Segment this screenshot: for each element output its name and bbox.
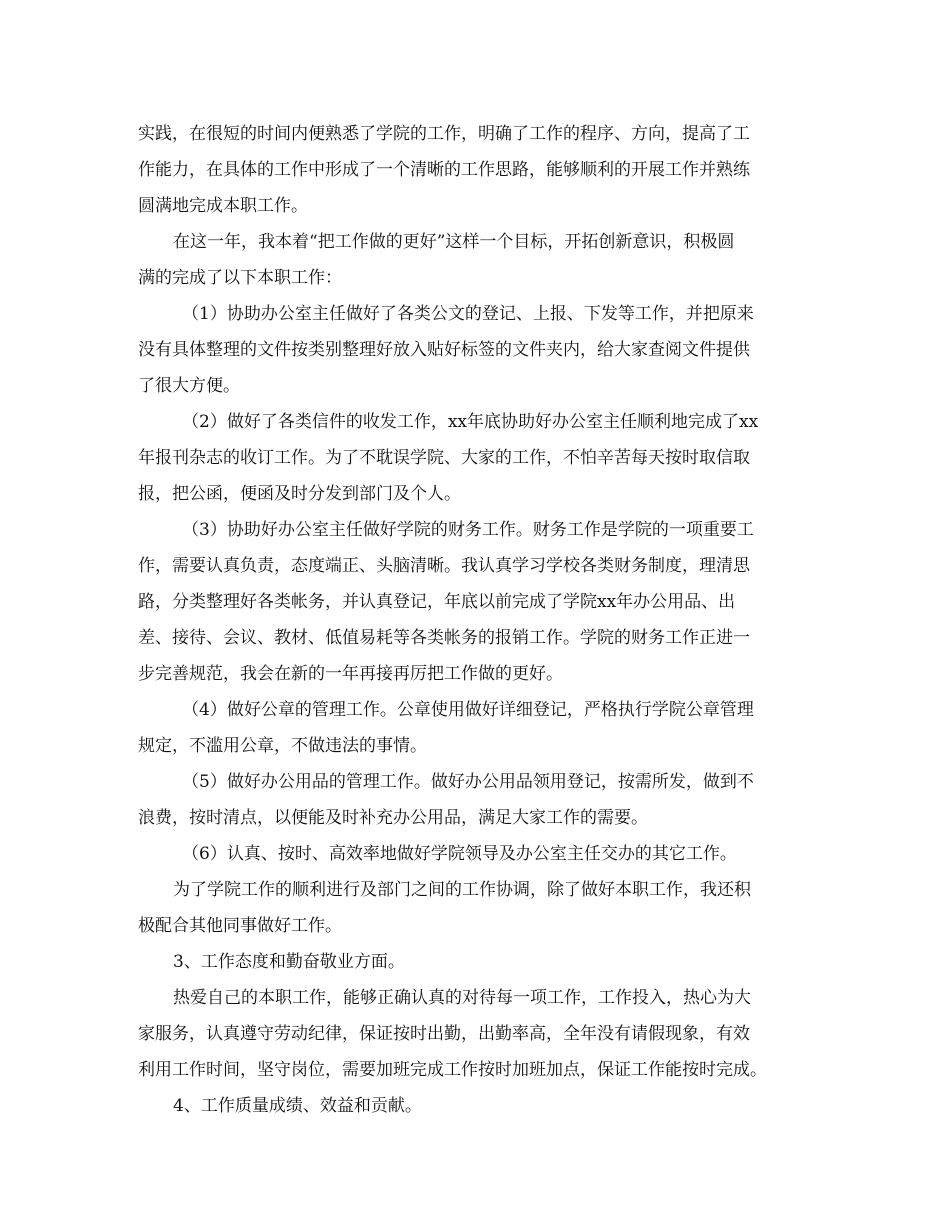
text-line: 极配合其他同事做好工作。 xyxy=(138,916,342,936)
text-line: （5）做好办公用品的管理工作。做好办公用品领用登记，按需所发，做到不 xyxy=(182,772,754,792)
text-line: 浪费，按时清点，以便能及时补充办公用品，满足大家工作的需要。 xyxy=(138,808,648,828)
text-line: 利用工作时间，坚守岗位，需要加班完成工作按时加班加点，保证工作能按时完成。 xyxy=(138,1060,767,1080)
text-line: （3）协助好办公室主任做好学院的财务工作。财务工作是学院的一项重要工 xyxy=(182,520,754,540)
text-line: 为了学院工作的顺利进行及部门之间的工作协调，除了做好本职工作，我还积 xyxy=(173,880,751,900)
text-line: 在这一年，我本着“把工作做的更好”这样一个目标，开拓创新意识，积极圆 xyxy=(173,232,735,252)
text-line: 3、工作态度和勤奋敬业方面。 xyxy=(173,952,405,972)
text-line: 规定，不滥用公章，不做违法的事情。 xyxy=(138,736,427,756)
document-body xyxy=(138,116,826,1124)
text-line: 4、工作质量成绩、效益和贡献。 xyxy=(173,1096,422,1116)
text-line: 步完善规范，我会在新的一年再接再厉把工作做的更好。 xyxy=(138,664,563,684)
text-line: 报，把公函，便函及时分发到部门及个人。 xyxy=(138,484,461,504)
text-line: 路，分类整理好各类帐务，并认真登记，年底以前完成了学院xx年办公用品、出 xyxy=(138,592,736,612)
text-line: 作能力，在具体的工作中形成了一个清晰的工作思路，能够顺利的开展工作并熟练 xyxy=(138,160,750,180)
text-line: 了很大方便。 xyxy=(138,376,240,396)
text-line: 满的完成了以下本职工作： xyxy=(138,268,342,288)
text-line: 年报刊杂志的收订工作。为了不耽误学院、大家的工作，不怕辛苦每天按时取信取 xyxy=(138,448,750,468)
text-line: （1）协助办公室主任做好了各类公文的登记、上报、下发等工作，并把原来 xyxy=(182,304,754,324)
text-line: 没有具体整理的文件按类别整理好放入贴好标签的文件夹内，给大家查阅文件提供 xyxy=(138,340,750,360)
text-line: （2）做好了各类信件的收发工作，xx年底协助好办公室主任顺利地完成了xx xyxy=(182,412,759,432)
text-line: （4）做好公章的管理工作。公章使用做好详细登记，严格执行学院公章管理 xyxy=(182,700,754,720)
text-line: 热爱自己的本职工作，能够正确认真的对待每一项工作，工作投入，热心为大 xyxy=(173,988,751,1008)
text-line: 差、接待、会议、教材、低值易耗等各类帐务的报销工作。学院的财务工作正进一 xyxy=(138,628,750,648)
text-line: 圆满地完成本职工作。 xyxy=(138,196,308,216)
text-line: （6）认真、按时、高效率地做好学院领导及办公室主任交办的其它工作。 xyxy=(182,844,737,864)
text-line: 实践，在很短的时间内便熟悉了学院的工作，明确了工作的程序、方向，提高了工 xyxy=(138,124,750,144)
text-line: 家服务，认真遵守劳动纪律，保证按时出勤，出勤率高，全年没有请假现象，有效 xyxy=(138,1024,750,1044)
text-line: 作，需要认真负责，态度端正、头脑清晰。我认真学习学校各类财务制度，理清思 xyxy=(138,556,750,576)
